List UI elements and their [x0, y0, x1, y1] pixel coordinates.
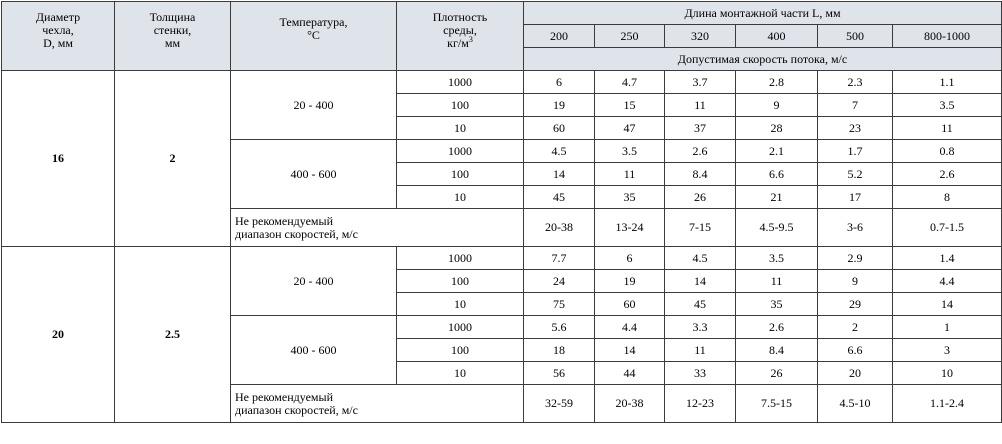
cell-density: 10 — [397, 293, 524, 316]
cell-not-recommended-range: 0.7-1.5 — [893, 209, 1002, 247]
cell-wall-thickness: 2 — [115, 71, 231, 247]
cell-speed: 9 — [818, 270, 893, 293]
cell-not-recommended-range: 1.1-2.4 — [893, 385, 1002, 423]
cell-speed: 14 — [595, 339, 665, 362]
cell-diameter: 20 — [2, 247, 115, 423]
cell-speed: 3.5 — [893, 94, 1002, 117]
cell-speed: 2.6 — [665, 140, 736, 163]
cell-speed: 4.5 — [524, 140, 595, 163]
header-density: Плотность среды, $кг/м^3$ — [397, 2, 524, 71]
cell-speed: 0.8 — [893, 140, 1002, 163]
cell-speed: 21 — [736, 186, 818, 209]
cell-speed: 56 — [524, 362, 595, 385]
header-length: 400 — [736, 25, 818, 48]
header-wall-thickness: Толщина стенки, мм — [115, 2, 231, 71]
cell-speed: 37 — [665, 117, 736, 140]
cell-not-recommended-range: 7.5-15 — [736, 385, 818, 423]
cell-speed: 2.9 — [818, 247, 893, 270]
cell-speed: 4.4 — [595, 316, 665, 339]
cell-speed: 5.6 — [524, 316, 595, 339]
header-temperature: Температура, °C — [231, 2, 397, 71]
cell-speed: 2.1 — [736, 140, 818, 163]
cell-speed: 20 — [818, 362, 893, 385]
cell-speed: 1.7 — [818, 140, 893, 163]
header-length: 200 — [524, 25, 595, 48]
cell-wall-thickness: 2.5 — [115, 247, 231, 423]
cell-temperature: 400 - 600 — [231, 316, 397, 385]
cell-speed: 47 — [595, 117, 665, 140]
header-length: 250 — [595, 25, 665, 48]
cell-not-recommended-range: 4.5-10 — [818, 385, 893, 423]
cell-speed: 2.8 — [736, 71, 818, 94]
cell-density: 1000 — [397, 247, 524, 270]
cell-speed: 6 — [524, 71, 595, 94]
cell-speed: 6.6 — [818, 339, 893, 362]
header-length: 800-1000 — [893, 25, 1002, 48]
cell-not-recommended-range: 3-6 — [818, 209, 893, 247]
cell-speed: 4.7 — [595, 71, 665, 94]
cell-speed: 1.4 — [893, 247, 1002, 270]
cell-density: 100 — [397, 270, 524, 293]
cell-speed: 15 — [595, 94, 665, 117]
cell-speed: 11 — [595, 163, 665, 186]
cell-not-recommended-range: 13-24 — [595, 209, 665, 247]
cell-density: 1000 — [397, 71, 524, 94]
cell-speed: 11 — [893, 117, 1002, 140]
cell-speed: 14 — [524, 163, 595, 186]
cell-density: 10 — [397, 186, 524, 209]
cell-not-recommended-range: 20-38 — [524, 209, 595, 247]
cell-density: 100 — [397, 163, 524, 186]
cell-density: 10 — [397, 362, 524, 385]
header-length: 500 — [818, 25, 893, 48]
cell-speed: 11 — [665, 339, 736, 362]
cell-speed: 17 — [818, 186, 893, 209]
cell-speed: 2.6 — [736, 316, 818, 339]
cell-speed: 3.3 — [665, 316, 736, 339]
cell-speed: 8.4 — [665, 163, 736, 186]
cell-not-recommended-range: 4.5-9.5 — [736, 209, 818, 247]
cell-speed: 9 — [736, 94, 818, 117]
header-length-title: Длина монтажной части L, мм — [524, 2, 1002, 25]
header-diameter: Диаметр чехла, D, мм — [2, 2, 115, 71]
cell-speed: 19 — [595, 270, 665, 293]
table-row — [2, 247, 1002, 270]
cell-not-recommended-range: 32-59 — [524, 385, 595, 423]
cell-speed: 10 — [893, 362, 1002, 385]
cell-speed: 6 — [595, 247, 665, 270]
cell-speed: 6.6 — [736, 163, 818, 186]
cell-speed: 3.5 — [595, 140, 665, 163]
header-length: 320 — [665, 25, 736, 48]
velocity-table — [1, 1, 1002, 423]
cell-speed: 35 — [595, 186, 665, 209]
cell-speed: 7.7 — [524, 247, 595, 270]
cell-speed: 4.4 — [893, 270, 1002, 293]
table-row — [2, 71, 1002, 94]
cell-speed: 24 — [524, 270, 595, 293]
cell-speed: 33 — [665, 362, 736, 385]
cell-speed: 14 — [893, 293, 1002, 316]
cell-speed: 14 — [665, 270, 736, 293]
table-body — [2, 71, 1002, 423]
cell-speed: 2 — [818, 316, 893, 339]
cell-speed: 23 — [818, 117, 893, 140]
cell-speed: 35 — [736, 293, 818, 316]
cell-diameter: 16 — [2, 71, 115, 247]
cell-speed: 7 — [818, 94, 893, 117]
cell-speed: 29 — [818, 293, 893, 316]
cell-speed: 2.6 — [893, 163, 1002, 186]
header-speed-title: Допустимая скорость потока, м/с — [524, 48, 1002, 71]
cell-speed: 11 — [736, 270, 818, 293]
cell-speed: 60 — [524, 117, 595, 140]
cell-density: 1000 — [397, 316, 524, 339]
cell-temperature: 400 - 600 — [231, 140, 397, 209]
cell-speed: 1 — [893, 316, 1002, 339]
cell-temperature: 20 - 400 — [231, 247, 397, 316]
cell-density: 100 — [397, 94, 524, 117]
cell-speed: 2.3 — [818, 71, 893, 94]
cell-density: 1000 — [397, 140, 524, 163]
cell-speed: 3.5 — [736, 247, 818, 270]
cell-density: 100 — [397, 339, 524, 362]
cell-speed: 45 — [665, 293, 736, 316]
cell-speed: 3 — [893, 339, 1002, 362]
not-recommended-label: Не рекомендуемый диапазон скоростей, м/с — [231, 385, 524, 423]
cell-speed: 28 — [736, 117, 818, 140]
cell-density: 10 — [397, 117, 524, 140]
cell-speed: 60 — [595, 293, 665, 316]
cell-not-recommended-range: 12-23 — [665, 385, 736, 423]
cell-speed: 26 — [736, 362, 818, 385]
cell-speed: 45 — [524, 186, 595, 209]
cell-temperature: 20 - 400 — [231, 71, 397, 140]
cell-speed: 8 — [893, 186, 1002, 209]
cell-speed: 4.5 — [665, 247, 736, 270]
cell-speed: 18 — [524, 339, 595, 362]
cell-speed: 11 — [665, 94, 736, 117]
cell-not-recommended-range: 7-15 — [665, 209, 736, 247]
cell-speed: 44 — [595, 362, 665, 385]
table-header — [2, 2, 1002, 71]
cell-speed: 26 — [665, 186, 736, 209]
cell-speed: 75 — [524, 293, 595, 316]
cell-speed: 19 — [524, 94, 595, 117]
not-recommended-label: Не рекомендуемый диапазон скоростей, м/с — [231, 209, 524, 247]
cell-speed: 5.2 — [818, 163, 893, 186]
cell-speed: 8.4 — [736, 339, 818, 362]
cell-speed: 3.7 — [665, 71, 736, 94]
cell-speed: 1.1 — [893, 71, 1002, 94]
cell-not-recommended-range: 20-38 — [595, 385, 665, 423]
